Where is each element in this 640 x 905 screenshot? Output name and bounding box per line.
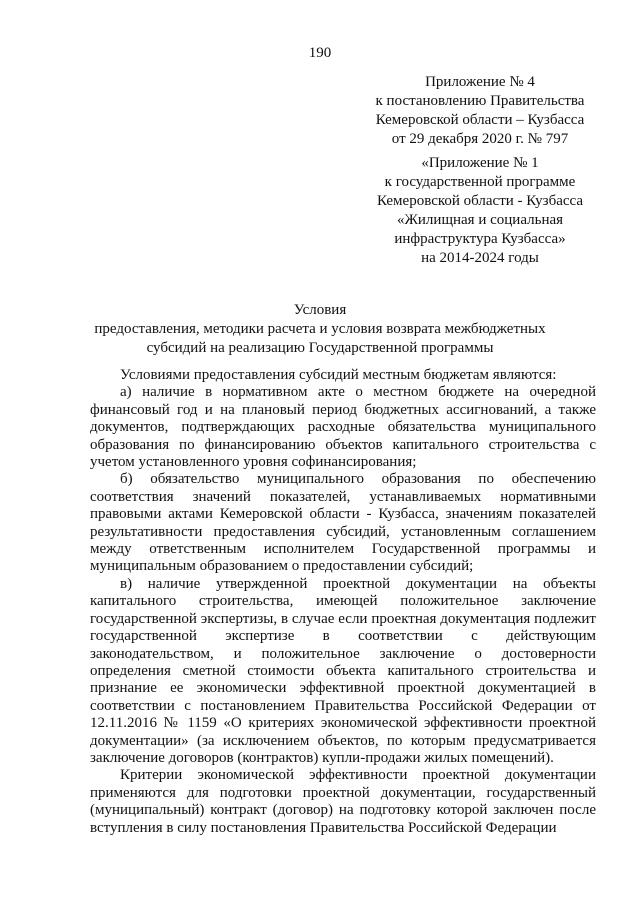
annex-program-line: «Жилищная и социальная (396, 212, 564, 228)
body-paragraph-b: б) обязательство муниципального образования по обеспечению соответствия значений показателей, устанавливаемых нормативными правовыми актами Кемеровской области - Кузбасса, значениям показателей результативности предоставления субсидий, установленным соглашением между ответственным исполнителем Государственной программы и муниципальным образованием о предоставлении субсидий; (90, 471, 596, 575)
annex-program-line: на 2014-2024 годы (421, 250, 539, 266)
annex-program-line: «Приложение № 1 (421, 155, 539, 171)
annex-program-header (350, 154, 610, 268)
body-paragraph-intro: Условиями предоставления субсидий местным бюджетам являются: (120, 367, 557, 383)
document-title (70, 301, 570, 358)
annex-main-header (350, 73, 610, 149)
document-body (90, 367, 596, 837)
annex-main-line: к постановлению Правительства (375, 93, 585, 109)
page-number: 190 (308, 45, 332, 61)
title-line: Условия (293, 302, 347, 318)
annex-main-line: Кемеровской области – Кузбасса (375, 112, 585, 128)
annex-program-line: инфраструктура Кузбасса» (394, 231, 566, 247)
title-line: субсидий на реализацию Государственной программы (146, 340, 494, 356)
annex-program-line: Кемеровской области - Кузбасса (376, 193, 584, 209)
body-paragraph-v: в) наличие утвержденной проектной документации на объекты капитального строительства, имеющей положительное заключение государственной экспертизы, в случае если проектная документация подлежит государственной экспертизе в соответствии с действующим законодательством, и положительное заключение о достоверности определения сметной стоимости объекта капитального строительства и признание ее экономически эффективной проектной документацией в соответствии с постановлением Правительства Российской Федерации от 12.11.2016 № 1159 «О критериях экономической эффективности проектной документации» (за исключением объектов, по которым предусматривается заключение договоров (контрактов) купли-продажи жилых помещений). (90, 575, 596, 766)
body-paragraph-criteria: Критерии экономической эффективности проектной документации применяются для подготовки проектной документации, государственный (муниципальный) контракт (договор) на подготовку которой заключен после вступления в силу постановления Правительства Российской Федерации (90, 767, 596, 836)
annex-program-line: к государственной программе (384, 174, 576, 190)
title-line: предоставления, методики расчета и условия возврата межбюджетных (94, 321, 546, 337)
annex-main-line: Приложение № 4 (425, 74, 535, 90)
annex-main-line: от 29 декабря 2020 г. № 797 (391, 131, 569, 147)
body-paragraph-a: а) наличие в нормативном акте о местном бюджете на очередной финансовый год и на плановый период бюджетных ассигнований, а также документов, подтверждающих расходные обязательства муниципального образования по финансированию объектов капитального строительства с учетом установленного уровня софинансирования; (90, 384, 596, 471)
